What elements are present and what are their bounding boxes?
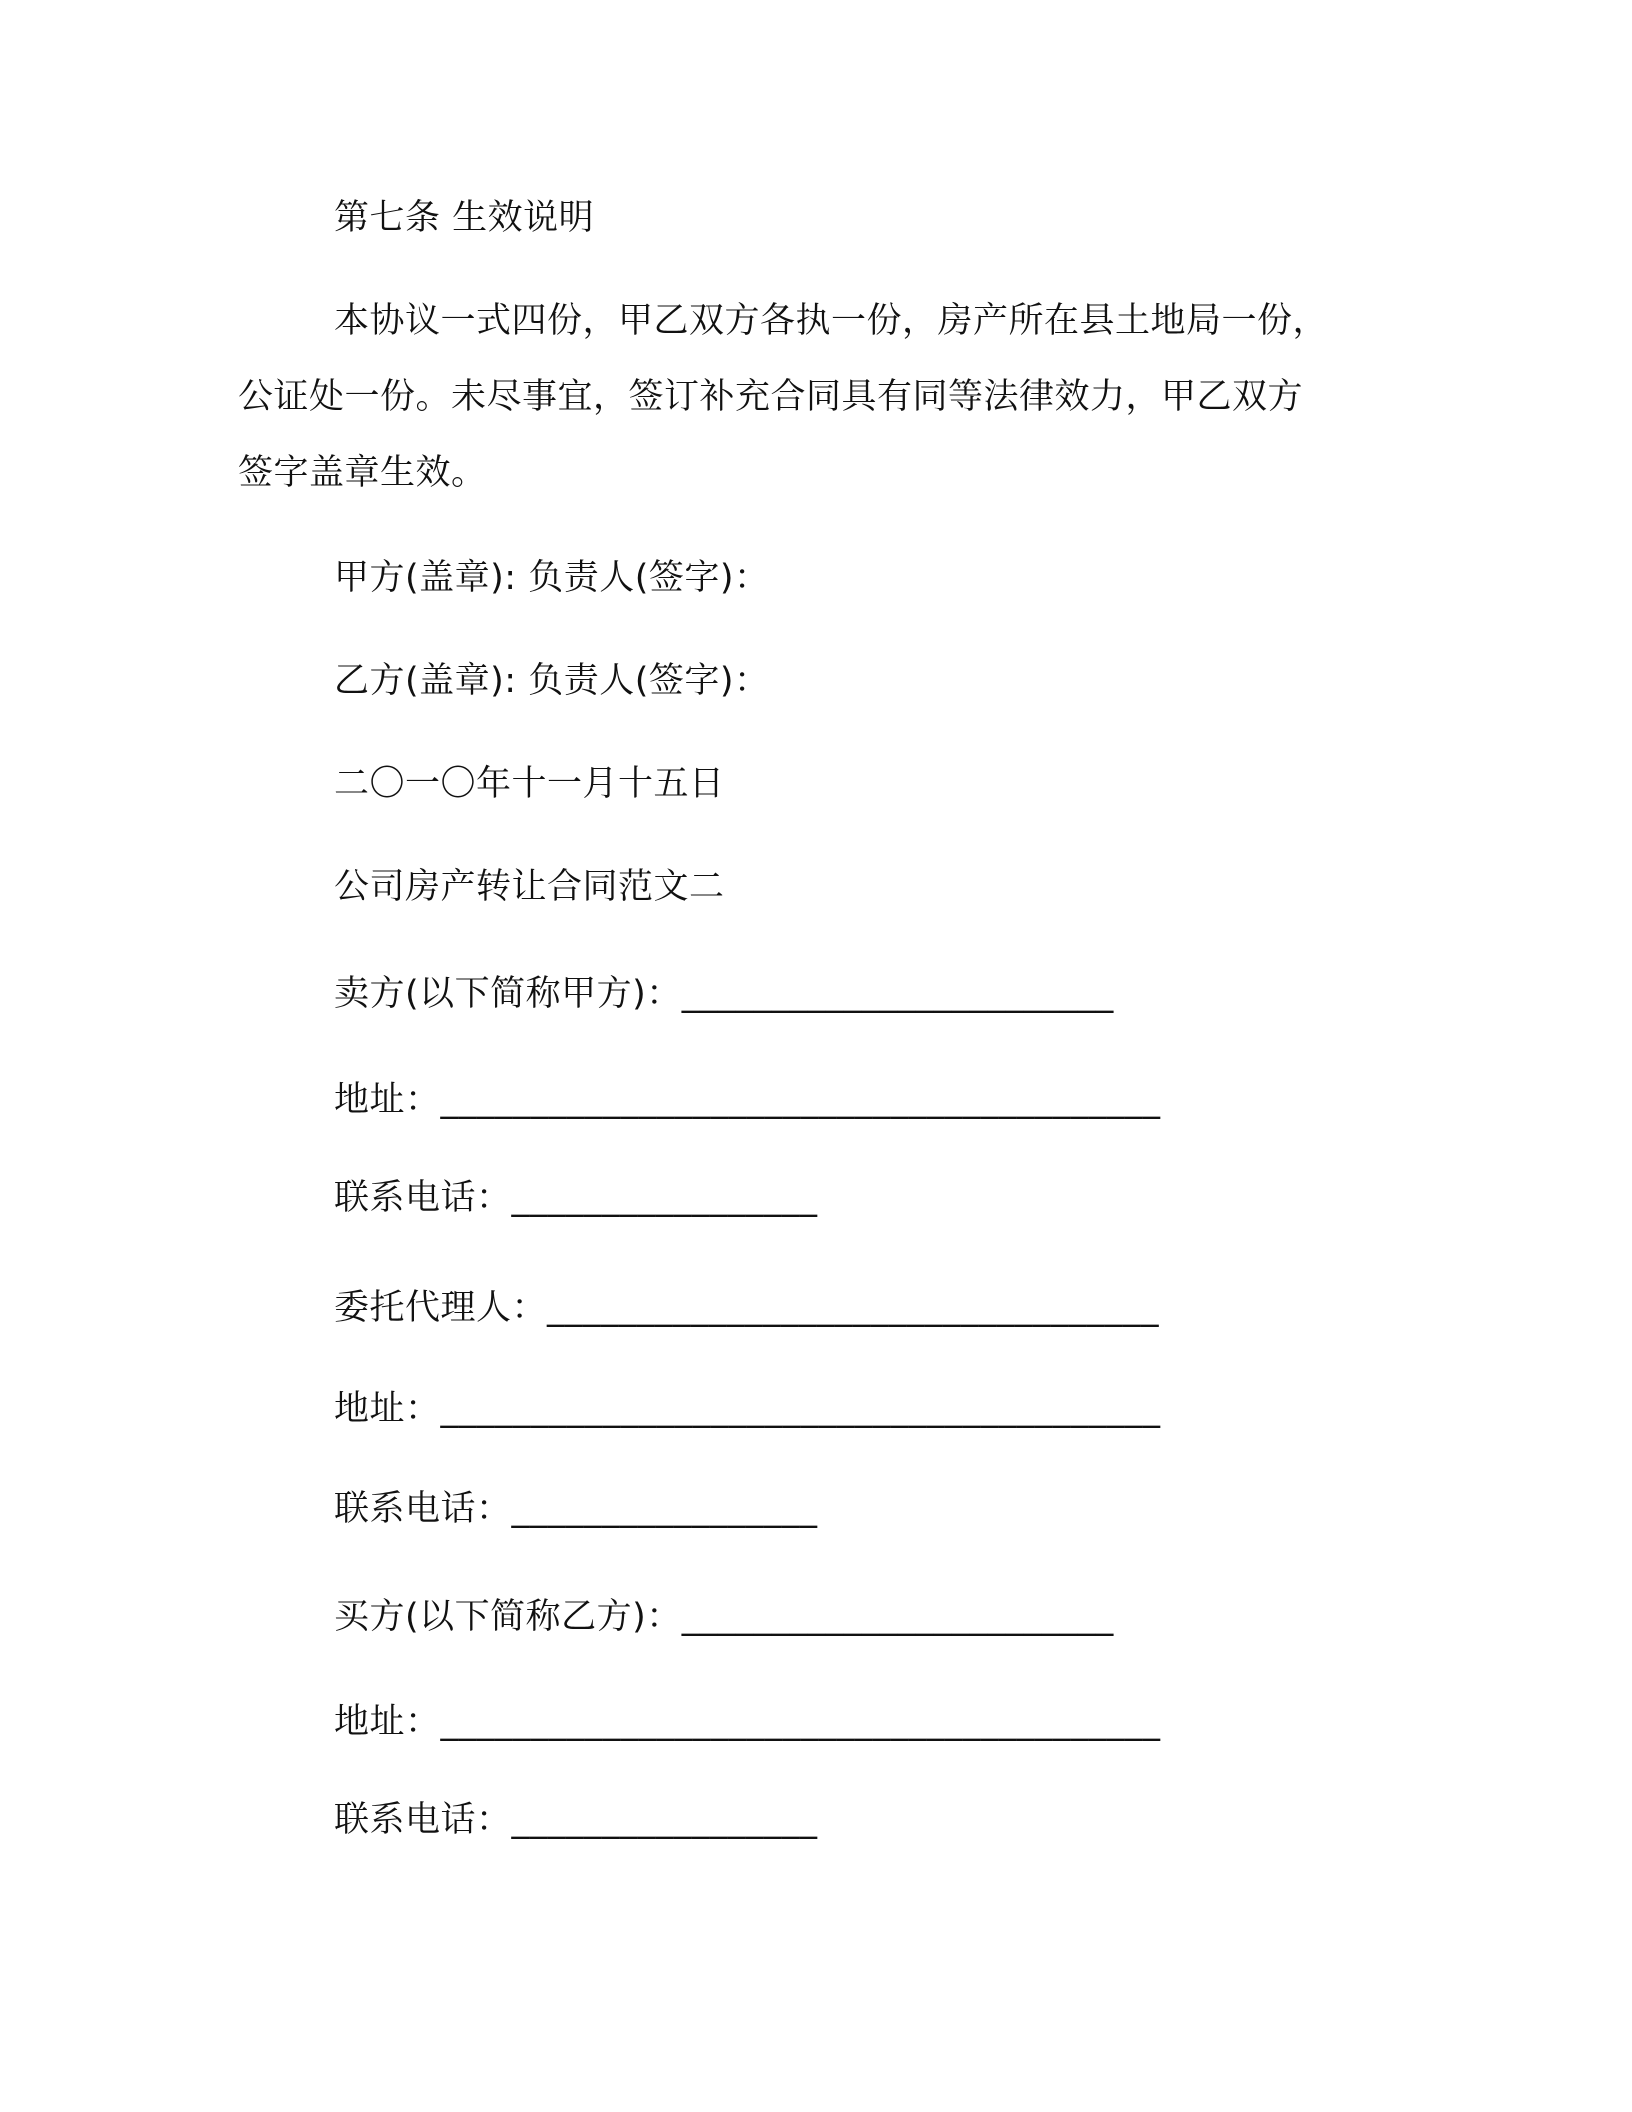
contract-date: 二〇一〇年十一月十五日	[334, 764, 725, 804]
paragraph-line-1: 本协议一式四份，甲乙双方各执一份，房产所在县土地局一份，	[334, 301, 1329, 341]
seller-address-line: 地址：________________________________________	[334, 1080, 1161, 1120]
paragraph-line-3: 签字盖章生效。	[238, 453, 487, 493]
party-b-signature-line: 乙方(盖章): 负责人(签字)：	[334, 661, 770, 701]
buyer-phone-line: 联系电话：_________________	[334, 1800, 818, 1840]
agent-line: 委托代理人：__________________________________	[334, 1288, 1160, 1328]
agent-address-line: 地址：________________________________________	[334, 1389, 1161, 1429]
seller-line: 卖方(以下简称甲方)：________________________	[334, 974, 1114, 1014]
party-a-signature-line: 甲方(盖章): 负责人(签字)：	[334, 558, 770, 598]
buyer-line: 买方(以下简称乙方)：________________________	[334, 1597, 1114, 1637]
section-heading: 第七条 生效说明	[334, 198, 595, 238]
paragraph-line-2: 公证处一份。未尽事宜，签订补充合同具有同等法律效力，甲乙双方	[238, 377, 1304, 417]
seller-phone-line: 联系电话：_________________	[334, 1178, 818, 1218]
second-contract-title: 公司房产转让合同范文二	[334, 867, 725, 907]
buyer-address-line: 地址：________________________________________	[334, 1702, 1161, 1742]
agent-phone-line: 联系电话：_________________	[334, 1489, 818, 1529]
